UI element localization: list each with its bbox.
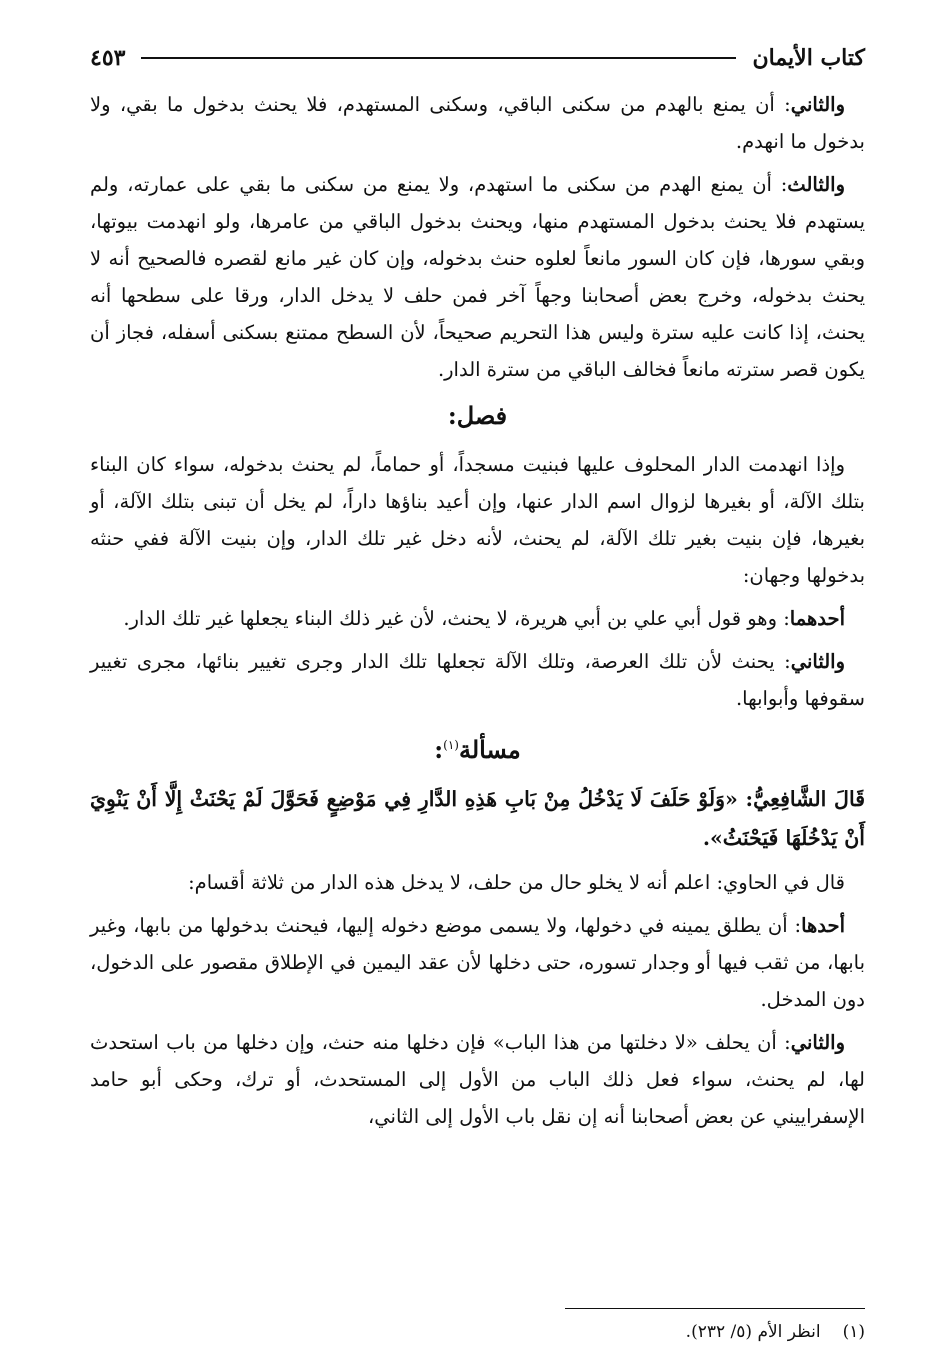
section-heading-fasl: فصل: <box>447 401 508 430</box>
footnote-marker: (١) <box>443 738 459 752</box>
paragraph-lead: والثاني <box>790 93 845 116</box>
paragraph-text: : أن يحلف «لا دخلتها من هذا الباب» فإن دخلها منه حنث، وإن دخلها من باب استحدث لها، لم يحنث، سواء فعل ذلك الباب من الأول إلى المستحدث، أو ترك، وحكى أبو حامد الإسفراييني عن بعض أصحابنا أنه إن نقل باب الأول إلى الثاني، <box>90 1031 865 1128</box>
page-number: ٤٥٣ <box>90 45 126 71</box>
quoted-text: قَالَ الشَّافِعِيُّ: «وَلَوْ حَلَفَ لَا يَدْخُلُ مِنْ بَابِ هَذِهِ الدَّارِ فِي مَوْضِعٍ فَحَوَّلَ لَمْ يَحْنَثْ إِلَّا أَنْ يَنْوِيَ أَنْ يَدْخُلَهَا فَيَحْنَثُ». <box>90 787 865 850</box>
paragraph-lead: أحدها <box>801 914 845 937</box>
paragraph <box>90 1024 865 1135</box>
paragraph-text: : أن يطلق يمينه في دخولها، ولا يسمى موضع دخوله إليها، فيحنث بدخولها من بابها، وغير بابها، من ثقب فيها أو وجدار تسوره، حتى دخلها لأن عقد اليمين في الإطلاق مقصور على الدخول، دون المدخل. <box>90 914 865 1011</box>
section-heading-text: مسألة <box>458 735 521 764</box>
paragraph-text: : وهو قول أبي علي بن أبي هريرة، لا يحنث، لأن غير ذلك البناء يجعلها غير تلك الدار. <box>123 607 790 630</box>
paragraph <box>90 907 865 1018</box>
header-rule <box>141 57 736 59</box>
paragraph <box>90 86 865 160</box>
footnote <box>365 1318 865 1346</box>
paragraph-text: : أن يمنع بالهدم من سكنى الباقي، وسكنى المستهدم، فلا يحنث بدخول ما بقي، ولا بدخول ما انهدم. <box>90 93 865 153</box>
paragraph-lead: والثاني <box>790 1031 845 1054</box>
paragraph <box>90 166 865 388</box>
paragraph-lead: أحدهما <box>789 607 845 630</box>
paragraph <box>90 643 865 717</box>
paragraph-text: وإذا انهدمت الدار المحلوف عليها فبنيت مسجداً، أو حماماً، لم يحنث بدخوله، سواء كان البناء بتلك الآلة، أو بغيرها لزوال اسم الدار عنها، وإن أعيد بناؤها داراً، لم يخل أن تبنى بتلك الآلة، أو بغيرها، فإن بنيت بغير تلك الآلة، لم يحنث، لأنه دخل غير تلك الدار، وإن بنيت الآلة ففي حنثه بدخولها وجهان: <box>90 453 865 587</box>
paragraph-text: : أن يمنع الهدم من سكنى ما استهدم، ولا يمنع من سكنى ما بقي على عمارته، ولم يستهدم فلا يحنث بدخول المستهدم منها، ويحنث بدخول الباقي من عامرها، ولو انهدمت بيوتها، وبقي سورها، فإن كان السور مانعاً لعلوه حنث بدخوله، وإن كان غير مانع لقصره فالصحيح أنه لا يحنث بدخوله، وخرج بعض أصحابنا وجهاً آخر فمن حلف لا يدخل الدار، ورقا على سطحها أنه يحنث، إذا كانت عليه سترة وليس هذا التحريم صحيحاً، لأن السطح ممتنع بسكنى أسفله، فجاز أن يكون قصر سترته مانعاً فخالف الباقي من سترة الدار. <box>90 173 865 381</box>
main-text <box>90 86 865 1141</box>
paragraph-lead: والثاني <box>790 650 845 673</box>
running-header <box>90 38 865 78</box>
section-heading-masala <box>90 725 865 770</box>
paragraph-text: قال في الحاوي: اعلم أنه لا يخلو حال من حلف، لا يدخل هذه الدار من ثلاثة أقسام: <box>188 871 845 894</box>
paragraph-text: : يحنث لأن تلك العرصة، وتلك الآلة تجعلها تلك الدار وجرى تغيير بنائها، مجرى تغيير سقوفها وأبوابها. <box>90 650 865 710</box>
book-title: كتاب الأيمان <box>752 45 865 71</box>
footnote-rule <box>565 1308 865 1309</box>
paragraph-lead: والثالث <box>787 173 845 196</box>
paragraph <box>90 446 865 594</box>
paragraph <box>90 864 865 901</box>
section-heading-colon: : <box>434 735 444 764</box>
paragraph <box>90 600 865 637</box>
footnote-text: انظر الأم (٥/ ٢٣٢). <box>685 1322 821 1342</box>
footnote-number: (١) <box>842 1322 865 1342</box>
